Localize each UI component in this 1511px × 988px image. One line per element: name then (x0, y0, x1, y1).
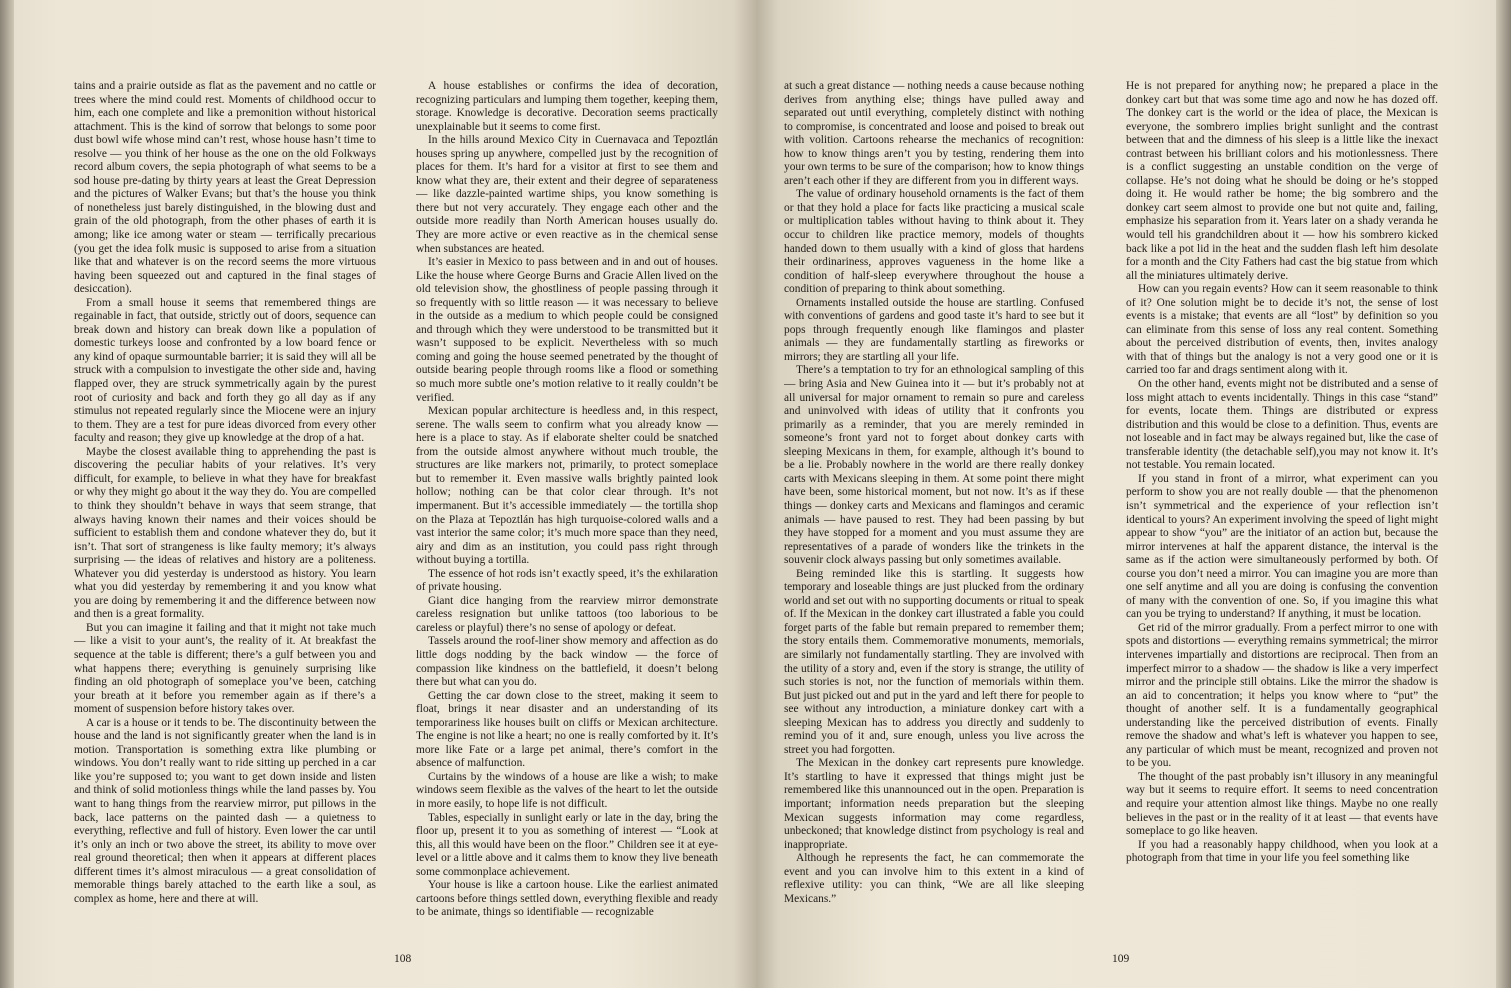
left-page-column-1 (74, 80, 376, 950)
paragraph: If you stand in front of a mirror, what experiment can you perform to show you are not really double — that the phenomenon isn’t symmetrical and the experience of your reflection isn’t identical to yours? An experiment involving the speed of light might appear to show “you” are the initiator of an action but, because the mirror intervenes at half the apparent distance, the interval is the same as if the action were simultaneously performed by both. Of course you don’t need a mirror. You can imagine you are more than one self anytime and all you are doing is confusing the convention of many with the convention of one. So, if you imagine this what can you be trying to understand? If anything, it must be location. (1126, 472, 1438, 621)
paragraph: If you had a reasonably happy childhood, when you look at a photograph from that time in your life you feel something like (1126, 838, 1438, 865)
paragraph: A car is a house or it tends to be. The discontinuity between the house and the land is not significantly greater when the land is in motion. Transportation is something extra like plumbing or windows. You don’t really want to ride sitting up perched in a car like you’re supposed to; you want to get down inside and listen and think of solid motionless things while the land passes by. You want to hang things from the rearview mirror, put pillows in the back, lace patterns on the painted dash — a quietness to everything, reflective and full of history. Even lower the car until it’s only an inch or two above the street, its ability to move over real ground theoretical; then when it appears at different places different times it’s almost miraculous — a great consolidation of memorable things barely attached to the earth like a soul, as complex as home, here and there at will. (74, 716, 376, 905)
paragraph: Tables, especially in sunlight early or late in the day, bring the floor up, present it to you as something of interest — “Look at this, all this would have been on the floor.” Children see it at eye-level or a little above and it calms them to know they live beneath some commonplace achievement. (416, 811, 718, 878)
paragraph: tains and a prairie outside as flat as the pavement and no cattle or trees where the mind could rest. Moments of childhood occur to him, each one complete and like a premonition without historical attachment. This is the kind of sorrow that belongs to some poor dust bowl wife whose mind can’t rest, whose house hasn’t time to resolve — you think of her house as the one on the old Folkways record album covers, the sepia photograph of what seems to be a sod house pre-dating by thirty years at least the Great Depression and the pictures of Walker Evans; but that’s the house you think of nonetheless just barely distinguished, in the blowing dust and grain of the old photograph, from the other phases of earth it is among; like ice among water or steam — terrifically precarious (you get the idea folk music is supposed to arise from a situation like that and whatever is on the record seems the more virtuous having been squeezed out and captured in the final stages of desiccation). (74, 80, 376, 296)
paragraph: How can you regain events? How can it seem reasonable to think of it? One solution might be to decide it’s not, the sense of lost events is a mistake; that events are all “lost” by definition so you can eliminate from this sense of loss any real content. Something about the perceived distribution of events, then, invites analogy with that of things but the analogy is not a very good one or it is carried too far and drags sentiment along with it. (1126, 283, 1438, 377)
paragraph: A house establishes or confirms the idea of decoration, recognizing particulars and lumping them together, keeping them, storage. Knowledge is decorative. Decoration seems practically unexplainable but it seems to come first. (416, 80, 718, 133)
paragraph: Although he represents the fact, he can commemorate the event and you can involve him to this extent in a kind of reflexive utility: you can think, “We are all like sleeping Mexicans.” (784, 852, 1084, 905)
paragraph: From a small house it seems that remembered things are regainable in fact, that outside, strictly out of doors, sequence can break down and history can break down like a population of domestic turkeys loose and confronted by a low board fence or any kind of opaque surmountable barrier; it is said they will all be struck with a compulsion to investigate the other side and, having flapped over, they are struck symmetrically again by the purest root of curiosity and back and forth they go all day as if any stimulus not repeated regularly since the Miocene were an injury to them. They are a test for pure ideas divorced from every other faculty and reason; they give up knowledge at the drop of a hat. (74, 296, 376, 445)
paragraph: On the other hand, events might not be distributed and a sense of loss might attach to events incidentally. Things in this case “stand” for events, locate them. Things are distributed or express distribution and this would be close to a definition. Thus, events are not loseable and in fact may be always regained but, like the case of transferable identity (the detachable self),you may not know it. It’s not testable. You remain located. (1126, 378, 1438, 472)
paragraph: But you can imagine it failing and that it might not take much — like a visit to your aunt’s, the reality of it. At breakfast the sequence at the table is different; there’s a gulf between you and what happens there; everything is genuinely surprising like finding an old photograph of someplace you’ve been, catching your breath at it before you remember again as if there’s a moment of suspension before history takes over. (74, 621, 376, 716)
paragraph: He is not prepared for anything now; he prepared a place in the donkey cart but that was some time ago and now he has dozed off. The donkey cart is the world or the idea of place, the Mexican is everyone, the sombrero implies bright sunlight and the contrast between that and the dimness of his sleep is a little like the inexact contrast between his brilliant colors and his motionlessness. There is a conflict suggesting an unstable condition on the verge of collapse. He’s not doing what he should be doing or he’s stopped doing it. He would rather be home; the big sombrero and the donkey cart seem almost to provide one but not quite and, failing, emphasize his separation from it. Years later on a shady veranda he would tell his grandchildren about it — how his sombrero kicked back like a pot lid in the heat and the sudden flash left him desolate for a month and the City Fathers had cast the big statue from which all the miniatures ultimately derive. (1126, 80, 1438, 282)
right-page (756, 0, 1496, 988)
paragraph: The essence of hot rods isn’t exactly speed, it’s the exhilaration of private housing. (416, 567, 718, 594)
page-number: 109 (1112, 953, 1130, 965)
left-page-column-2 (416, 80, 718, 950)
right-page-column-1 (784, 80, 1084, 950)
paragraph: The value of ordinary household ornaments is the fact of them or that they hold a place for facts like practicing a musical scale or multiplication tables without having to think about it. They occur to children like practice memory, models of thoughts handed down to them usually with a kind of gloss that hardens their ordinariness, approves vagueness in the home like a condition of half-sleep everywhere throughout the house a condition of preparing to think about something. (784, 188, 1084, 296)
paragraph: In the hills around Mexico City in Cuernavaca and Tepoztlán houses spring up anywhere, compelled just by the recognition of places for them. It’s hard for a visitor at first to see them and know what they are, their extent and their degree of separateness — like dazzle-painted wartime ships, you know something is there but not very accurately. They engage each other and the outside more readily than North American houses usually do. They are more active or even reactive as in the chemical sense when substances are heated. (416, 134, 718, 255)
paragraph: Get rid of the mirror gradually. From a perfect mirror to one with spots and distortions — everything remains symmetrical; the mirror intervenes impartially and distortions are reciprocal. Then from an imperfect mirror to a shadow — the shadow is like a very imperfect mirror and the principle still obtains. Like the mirror the shadow is an aid to concentration; it helps you know where to “put” the thought of another self. It is a fundamentally geographical understanding like the perceived distribution of events. Finally remove the shadow and what’s left is whatever you happen to see, any particular of which must be meant, recognized and proven not to be you. (1126, 621, 1438, 770)
paragraph: It’s easier in Mexico to pass between and in and out of houses. Like the house where George Burns and Gracie Allen lived on the old television show, the ghostliness of people passing through it so frequently with so little reason — it was necessary to believe in the outside as a medium to which people could be consigned and through which they were understood to be transmitted but it wasn’t supposed to be explicit. Nevertheless with so much coming and going the house seemed penetrated by the thought of outside bearing people through rooms like a flood or something so much more subtle one’s motion relative to it really couldn’t be verified. (416, 256, 718, 404)
page-number: 108 (394, 953, 412, 965)
book-edge-left (0, 0, 14, 988)
paragraph: Mexican popular architecture is heedless and, in this respect, serene. The walls seem to confirm what you already know — here is a place to stay. As if elaborate shelter could be snatched from the outside almost anywhere without much trouble, the structures are like markers not, primarily, to protect someplace but to remember it. Even massive walls brightly painted look hollow; nothing can be that color clear through. It’s not impermanent. But it’s accessible immediately — the tortilla shop on the Plaza at Tepoztlán has high turquoise-colored walls and a vast interior the same color; it’s much more space than they need, airy and dim as an institution, you could pass right through without buying a tortilla. (416, 405, 718, 567)
paragraph: Tassels around the roof-liner show memory and affection as do little dogs nodding by the back window — the force of compassion like kindness on the battlefield, it doesn’t belong there but what can you do. (416, 635, 718, 689)
left-page (14, 0, 756, 988)
paragraph: Ornaments installed outside the house are startling. Confused with conventions of gardens and good taste it’s hard to see but it pops through frequently enough like flamingos and plaster animals — they are fundamentally startling as fireworks or mirrors; they are startling all your life. (784, 296, 1084, 363)
right-page-column-2 (1126, 80, 1438, 950)
paragraph: Your house is like a cartoon house. Like the earliest animated cartoons before things settled down, everything flexible and ready to be animate, things so identifiable — recognizable (416, 879, 718, 919)
paragraph: Being reminded like this is startling. It suggests how temporary and loseable things are just plucked from the ordinary world and set out with no supporting documents or ritual to speak of. If the Mexican in the donkey cart illustrated a fable you could forget parts of the fable but remain prepared to remember them; the story entails them. Commemorative monuments, memorials, are similarly not fundamentally startling. They are involved with the utility of a story and, even if the story is strange, the utility of such stories is not, nor the function of memorials within them. But just picked out and put in the yard and left there for people to see without any introduction, a miniature donkey cart with a sleeping Mexican has to address you directly and suddenly to remind you of it and, sure enough, unless you live across the street you had forgotten. (784, 567, 1084, 756)
paragraph: The thought of the past probably isn’t illusory in any meaningful way but it seems to require effort. It seems to need concentration and require your attention almost like things. Maybe no one really believes in the past or in the reality of it at least — that events have someplace to go like heaven. (1126, 770, 1438, 838)
paragraph: There’s a temptation to try for an ethnological sampling of this — bring Asia and New Guinea into it — but it’s probably not at all universal for major ornament to remain so pure and careless and uninvolved with ideas of utility that it confronts you primarily as a reminder, that you are merely reminded in someone’s front yard not to forget about donkey carts with sleeping Mexicans in them, for example, although it’s bound to be a lie. Probably nowhere in the world are there really donkey carts with Mexicans sleeping in them. At some point there might have been, some historical moment, but not now. It’s as if these things — donkey carts and Mexicans and flamingos and ceramic animals — have paused to rest. They had been passing by but they have stopped for a moment and you must assume they are representatives of a parade of wonders like the trinkets in the souvenir clock always passing but only sometimes available. (784, 364, 1084, 567)
paragraph: The Mexican in the donkey cart represents pure knowledge. It’s startling to have it expressed that things might just be remembered like this unannounced out in the open. Preparation is important; information needs preparation but the sleeping Mexican suggests information may come regardless, unbeckoned; that knowledge distinct from psychology is real and inappropriate. (784, 757, 1084, 851)
paragraph: Maybe the closest available thing to apprehending the past is discovering the peculiar habits of your relatives. It’s very difficult, for example, to believe in what they have for breakfast or why they might go about it the way they do. You are compelled to think they shouldn’t behave in ways that seem strange, that always having known their names and their voices should be sufficient to establish them and condone whatever they do, but it isn’t. That sort of strangeness is like faulty memory; it’s always surprising — the ideas of relatives and history are a politeness. Whatever you did yesterday is understood as history. You learn what you did yesterday by remembering it and you know what you are doing by remembering it and the difference between now and then is a great formality. (74, 445, 376, 621)
paragraph: Getting the car down close to the street, making it seem to float, brings it near disaster and an understanding of its temporariness like houses built on cliffs or Mexican architecture. The engine is not like a heart; no one is really comforted by it. It’s more like Fate or a large pet animal, there’s comfort in the absence of malfunction. (416, 689, 718, 770)
paragraph: Giant dice hanging from the rearview mirror demonstrate careless resignation but unlike tattoos (too laborious to be careless or playful) there’s no sense of apology or defeat. (416, 594, 718, 634)
paragraph: at such a great distance — nothing needs a cause because nothing derives from anything else; things have pulled away and separated out until everything, completely distinct with nothing to compromise, is concentrated and loose and poised to break out with volition. Cartoons rehearse the mechanics of recognition: how to know things aren’t you by testing, rendering them into your own terms to be sure of the comparison; how to know things aren’t each other if they are different from you in different ways. (784, 80, 1084, 187)
book-edge-right (1496, 0, 1511, 988)
paragraph: Curtains by the windows of a house are like a wish; to make windows seem flexible as the valves of the heart to let the outside in more easily, to hope life is not difficult. (416, 770, 718, 810)
